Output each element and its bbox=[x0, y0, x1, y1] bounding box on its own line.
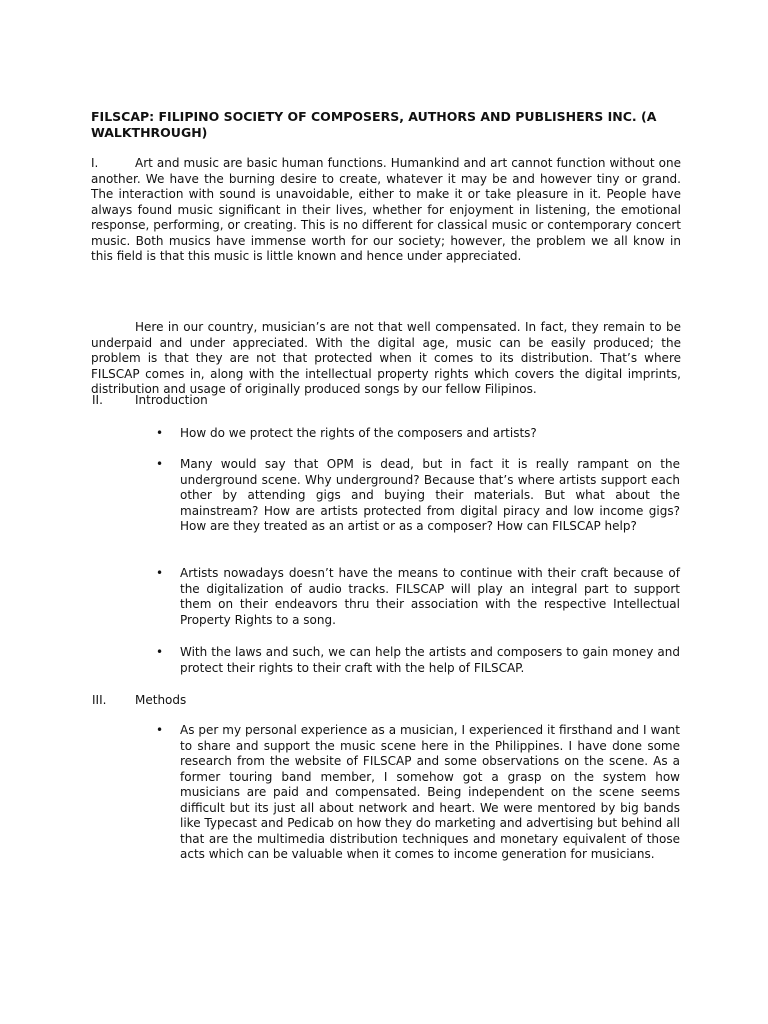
section-1-paragraph-2: Here in our country, musician’s are not that well compensated. In fact, they remain to be underpaid and under appreciated. With the digital age, music can be easily produced; the problem is that they are not that protected when it comes to its distribution. That’s where FILSCAP comes in, along with the intellectual property rights which covers the digital imprints, distribution and usage of originally produced songs by our fellow Filipinos. bbox=[91, 320, 681, 396]
bullet-icon: • bbox=[156, 426, 164, 440]
section-1-paragraph-1-text: Art and music are basic human functions. Humankind and art cannot function without one another. We have the burning desire to create, whatever it may be and however tiny or grand. The interaction with sound is unavoidable, either to make it or take pleasure in it. People have always found music significant in their lives, whether for enjoyment in listening, the emotional response, performing, or creating. This is no different for classical music or contemporary concert music. Both musics have immense worth for our society; however, the problem we all know in this field is that this music is little known and hence under appreciated. bbox=[91, 156, 681, 263]
bullet-icon: • bbox=[156, 566, 164, 580]
methods-heading-text: Methods bbox=[135, 693, 187, 707]
methods-bullet-1-text: As per my personal experience as a musician, I experienced it firsthand and I want to share and support the music scene here in the Philippines. I have done some research from the website of FILSCAP and some observations on the scene. As a former touring band member, I somehow got a grasp on the system how musicians are paid and compensated. Being independent on the scene seems difficult but its just all about network and heart. We were mentored by big bands like Typecast and Pedicab on how they do marketing and advertising but behind all that are the multimedia distribution techniques and monetary equivalent of those acts which can be valuable when it comes to income generation for musicians. bbox=[180, 723, 680, 861]
introduction-heading bbox=[92, 393, 392, 409]
introduction-bullet-2-text: Many would say that OPM is dead, but in fact it is really rampant on the underground scene. Why underground? Because that’s where artists support each other by attending gigs and buying their materials. But what about the mainstream? How are artists protected from digital piracy and low income gigs? How are they treated as an artist or as a composer? How can FILSCAP help? bbox=[180, 457, 680, 533]
bullet-icon: • bbox=[156, 645, 164, 659]
introduction-number: II. bbox=[92, 393, 103, 407]
section-1-number: I. bbox=[91, 156, 99, 170]
methods-heading bbox=[92, 693, 392, 709]
bullet-icon: • bbox=[156, 457, 164, 471]
bullet-icon: • bbox=[156, 723, 164, 737]
introduction-bullet-4-text: With the laws and such, we can help the artists and composers to gain money and protect their rights to their craft with the help of FILSCAP. bbox=[180, 645, 680, 675]
introduction-bullet-1-text: How do we protect the rights of the composers and artists? bbox=[180, 426, 537, 440]
methods-number: III. bbox=[92, 693, 107, 707]
introduction-heading-text: Introduction bbox=[135, 393, 208, 407]
introduction-bullet-3-text: Artists nowadays doesn’t have the means to continue with their craft because of the digitalization of audio tracks. FILSCAP will play an integral part to support them on their endeavors thru their association with the respective Intellectual Property Rights to a song. bbox=[180, 566, 680, 627]
document-title: FILSCAP: FILIPINO SOCIETY OF COMPOSERS, AUTHORS AND PUBLISHERS INC. (A WALKTHROUGH) bbox=[91, 109, 657, 140]
section-1-paragraph-1 bbox=[91, 156, 681, 265]
